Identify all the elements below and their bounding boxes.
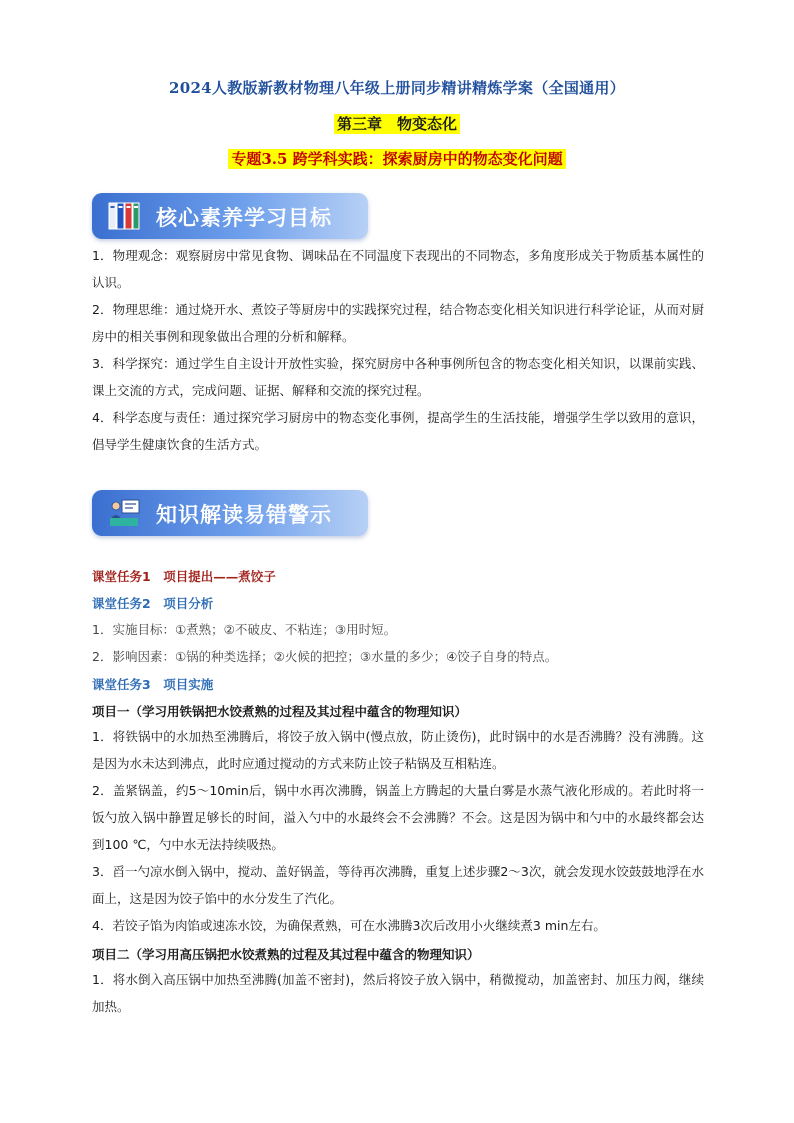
section-banner-objectives (92, 193, 368, 239)
analysis-item: 1．实施目标：①煮熟；②不破皮、不粘连；③用时短。 (92, 622, 397, 637)
project-1-step: 2．盖紧锅盖，约5～10min后，锅中水再次沸腾，锅盖上方腾起的大量白雾是水蒸气液化形成的。若此时将一饭勺放入锅中静置足够长的时间，溢入勺中的水最终会不会沸腾？不会。这是因为锅中和勺中的水最终都会达到100 ℃，勺中水无法持续吸热。 (92, 783, 704, 852)
books-icon (108, 201, 140, 231)
project-1-step: 4．若饺子馅为肉馅或速冻水饺，为确保煮熟，可在水沸腾3次后改用小火继续煮3 min左右。 (92, 918, 606, 933)
project-1-step: 3．舀一勺凉水倒入锅中，搅动、盖好锅盖，等待再次沸腾，重复上述步骤2～3次，就会发现水饺鼓鼓地浮在水面上，这是因为饺子馅中的水分发生了汽化。 (92, 864, 704, 906)
objective-paragraph: 2．物理思维：通过烧开水、煮饺子等厨房中的实践探究过程，结合物态变化相关知识进行科学论证，从而对厨房中的相关事例和现象做出合理的分析和解释。 (92, 302, 704, 344)
teacher-icon (108, 498, 140, 528)
task-1-heading: 课堂任务1 项目提出——煮饺子 (92, 569, 276, 584)
project-1-title: 项目一（学习用铁锅把水饺煮熟的过程及其过程中蕴含的物理知识） (92, 704, 468, 719)
topic-heading-text: 专题3.5 跨学科实践：探索厨房中的物态变化问题 (228, 149, 565, 169)
project-2-step: 1．将水倒入高压锅中加热至沸腾(加盖不密封)，然后将饺子放入锅中，稍微搅动，加盖密封、加压力阀，继续加热。 (92, 972, 704, 1014)
analysis-item: 2．影响因素：①锅的种类选择；②火候的把控；③水量的多少；④饺子自身的特点。 (92, 649, 558, 664)
project-2-title: 项目二（学习用高压锅把水饺煮熟的过程及其过程中蕴含的物理知识） (92, 947, 480, 962)
objective-paragraph: 4．科学态度与责任：通过探究学习厨房中的物态变化事例，提高学生的生活技能，增强学生学以致用的意识，倡导学生健康饮食的生活方式。 (92, 410, 704, 452)
task-2-heading: 课堂任务2 项目分析 (92, 596, 214, 611)
chapter-heading-text: 第三章 物变态化 (334, 114, 460, 134)
section-title: 知识解读易错警示 (156, 503, 332, 527)
section-title: 核心素养学习目标 (156, 206, 332, 230)
task-3-heading: 课堂任务3 项目实施 (92, 677, 214, 692)
topic-heading (0, 148, 794, 169)
objective-paragraph: 3．科学探究：通过学生自主设计开放性实验，探究厨房中各种事例所包含的物态变化相关知识，以课前实践、课上交流的方式，完成问题、证据、解释和交流的探究过程。 (92, 356, 704, 398)
project-1-step: 1．将铁锅中的水加热至沸腾后，将饺子放入锅中(慢点放，防止烫伤)，此时锅中的水是否沸腾？没有沸腾。这是因为水未达到沸点，此时应通过搅动的方式来防止饺子粘锅及互相粘连。 (92, 729, 704, 771)
document-title: 2024人教版新教材物理八年级上册同步精讲精炼学案（全国通用） (168, 79, 626, 97)
chapter-heading (0, 113, 794, 134)
section-banner-knowledge (92, 490, 368, 536)
objective-paragraph: 1．物理观念：观察厨房中常见食物、调味品在不同温度下表现出的不同物态，多角度形成关于物质基本属性的认识。 (92, 248, 704, 290)
